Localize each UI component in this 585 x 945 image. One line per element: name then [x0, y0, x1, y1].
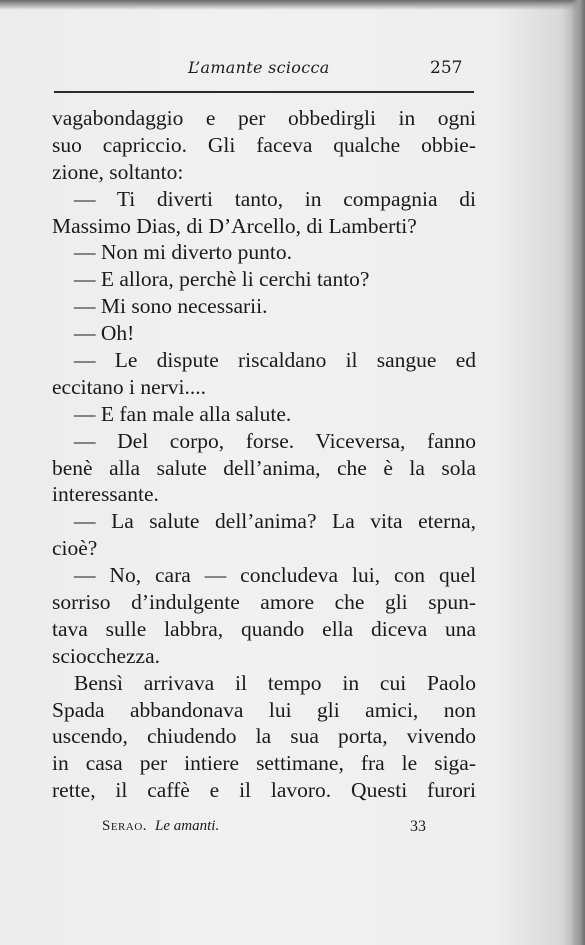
- text-line: suo capriccio. Gli faceva qualche obbie-: [52, 132, 476, 157]
- page-top-shadow: [0, 0, 585, 10]
- page-gutter-shadow: [571, 0, 585, 945]
- footer-imprint: [102, 818, 219, 835]
- text-line: interessante.: [52, 482, 159, 507]
- text-line: Massimo Dias, di D’Arcello, di Lamberti?: [52, 213, 417, 238]
- text-line: benè alla salute dell’anima, che è la sola: [52, 455, 476, 480]
- footer-author: Serao.: [102, 818, 148, 834]
- text-line: uscendo, chiudendo la sua porta, vivendo: [52, 724, 476, 749]
- text-line: — Le dispute riscaldano il sangue ed: [74, 348, 476, 373]
- text-line: cioè?: [52, 536, 98, 561]
- text-line: — Mi sono necessarii.: [74, 294, 268, 319]
- text-line: — Del corpo, forse. Viceversa, fanno: [74, 428, 476, 453]
- text-line: sorriso d’indulgente amore che gli spun-: [52, 590, 476, 615]
- text-line: tava sulle labbra, quando ella diceva una: [52, 616, 476, 641]
- signature-mark: 33: [410, 818, 426, 835]
- footer-work-title: Le amanti.: [155, 818, 220, 834]
- text-line: eccitano i nervi....: [52, 374, 207, 399]
- text-line: — La salute dell’anima? La vita eterna,: [74, 509, 476, 534]
- text-line: Bensì arrivava il tempo in cui Paolo: [74, 670, 476, 695]
- text-line: zione, soltanto:: [52, 159, 184, 184]
- text-line: — E allora, perchè li cerchi tanto?: [74, 267, 370, 292]
- running-title: L’amante sciocca: [188, 58, 330, 77]
- text-line: rette, il caffè e il lavoro. Questi furori: [52, 778, 476, 803]
- header-rule: [54, 91, 474, 93]
- text-line: in casa per intiere settimane, fra le siga-: [52, 751, 476, 776]
- text-line: — Oh!: [74, 321, 135, 346]
- body-text: [52, 105, 476, 804]
- page-number: 257: [430, 58, 463, 78]
- text-line: — E fan male alla salute.: [74, 401, 292, 426]
- text-line: Spada abbandonava lui gli amici, non: [52, 697, 476, 722]
- text-line: sciocchezza.: [52, 643, 161, 668]
- text-line: — Non mi diverto punto.: [74, 240, 292, 265]
- text-line: vagabondaggio e per obbedirgli in ogni: [52, 106, 476, 130]
- text-line: — Ti diverti tanto, in compagnia di: [74, 186, 476, 211]
- text-line: — No, cara — concludeva lui, con quel: [74, 563, 476, 588]
